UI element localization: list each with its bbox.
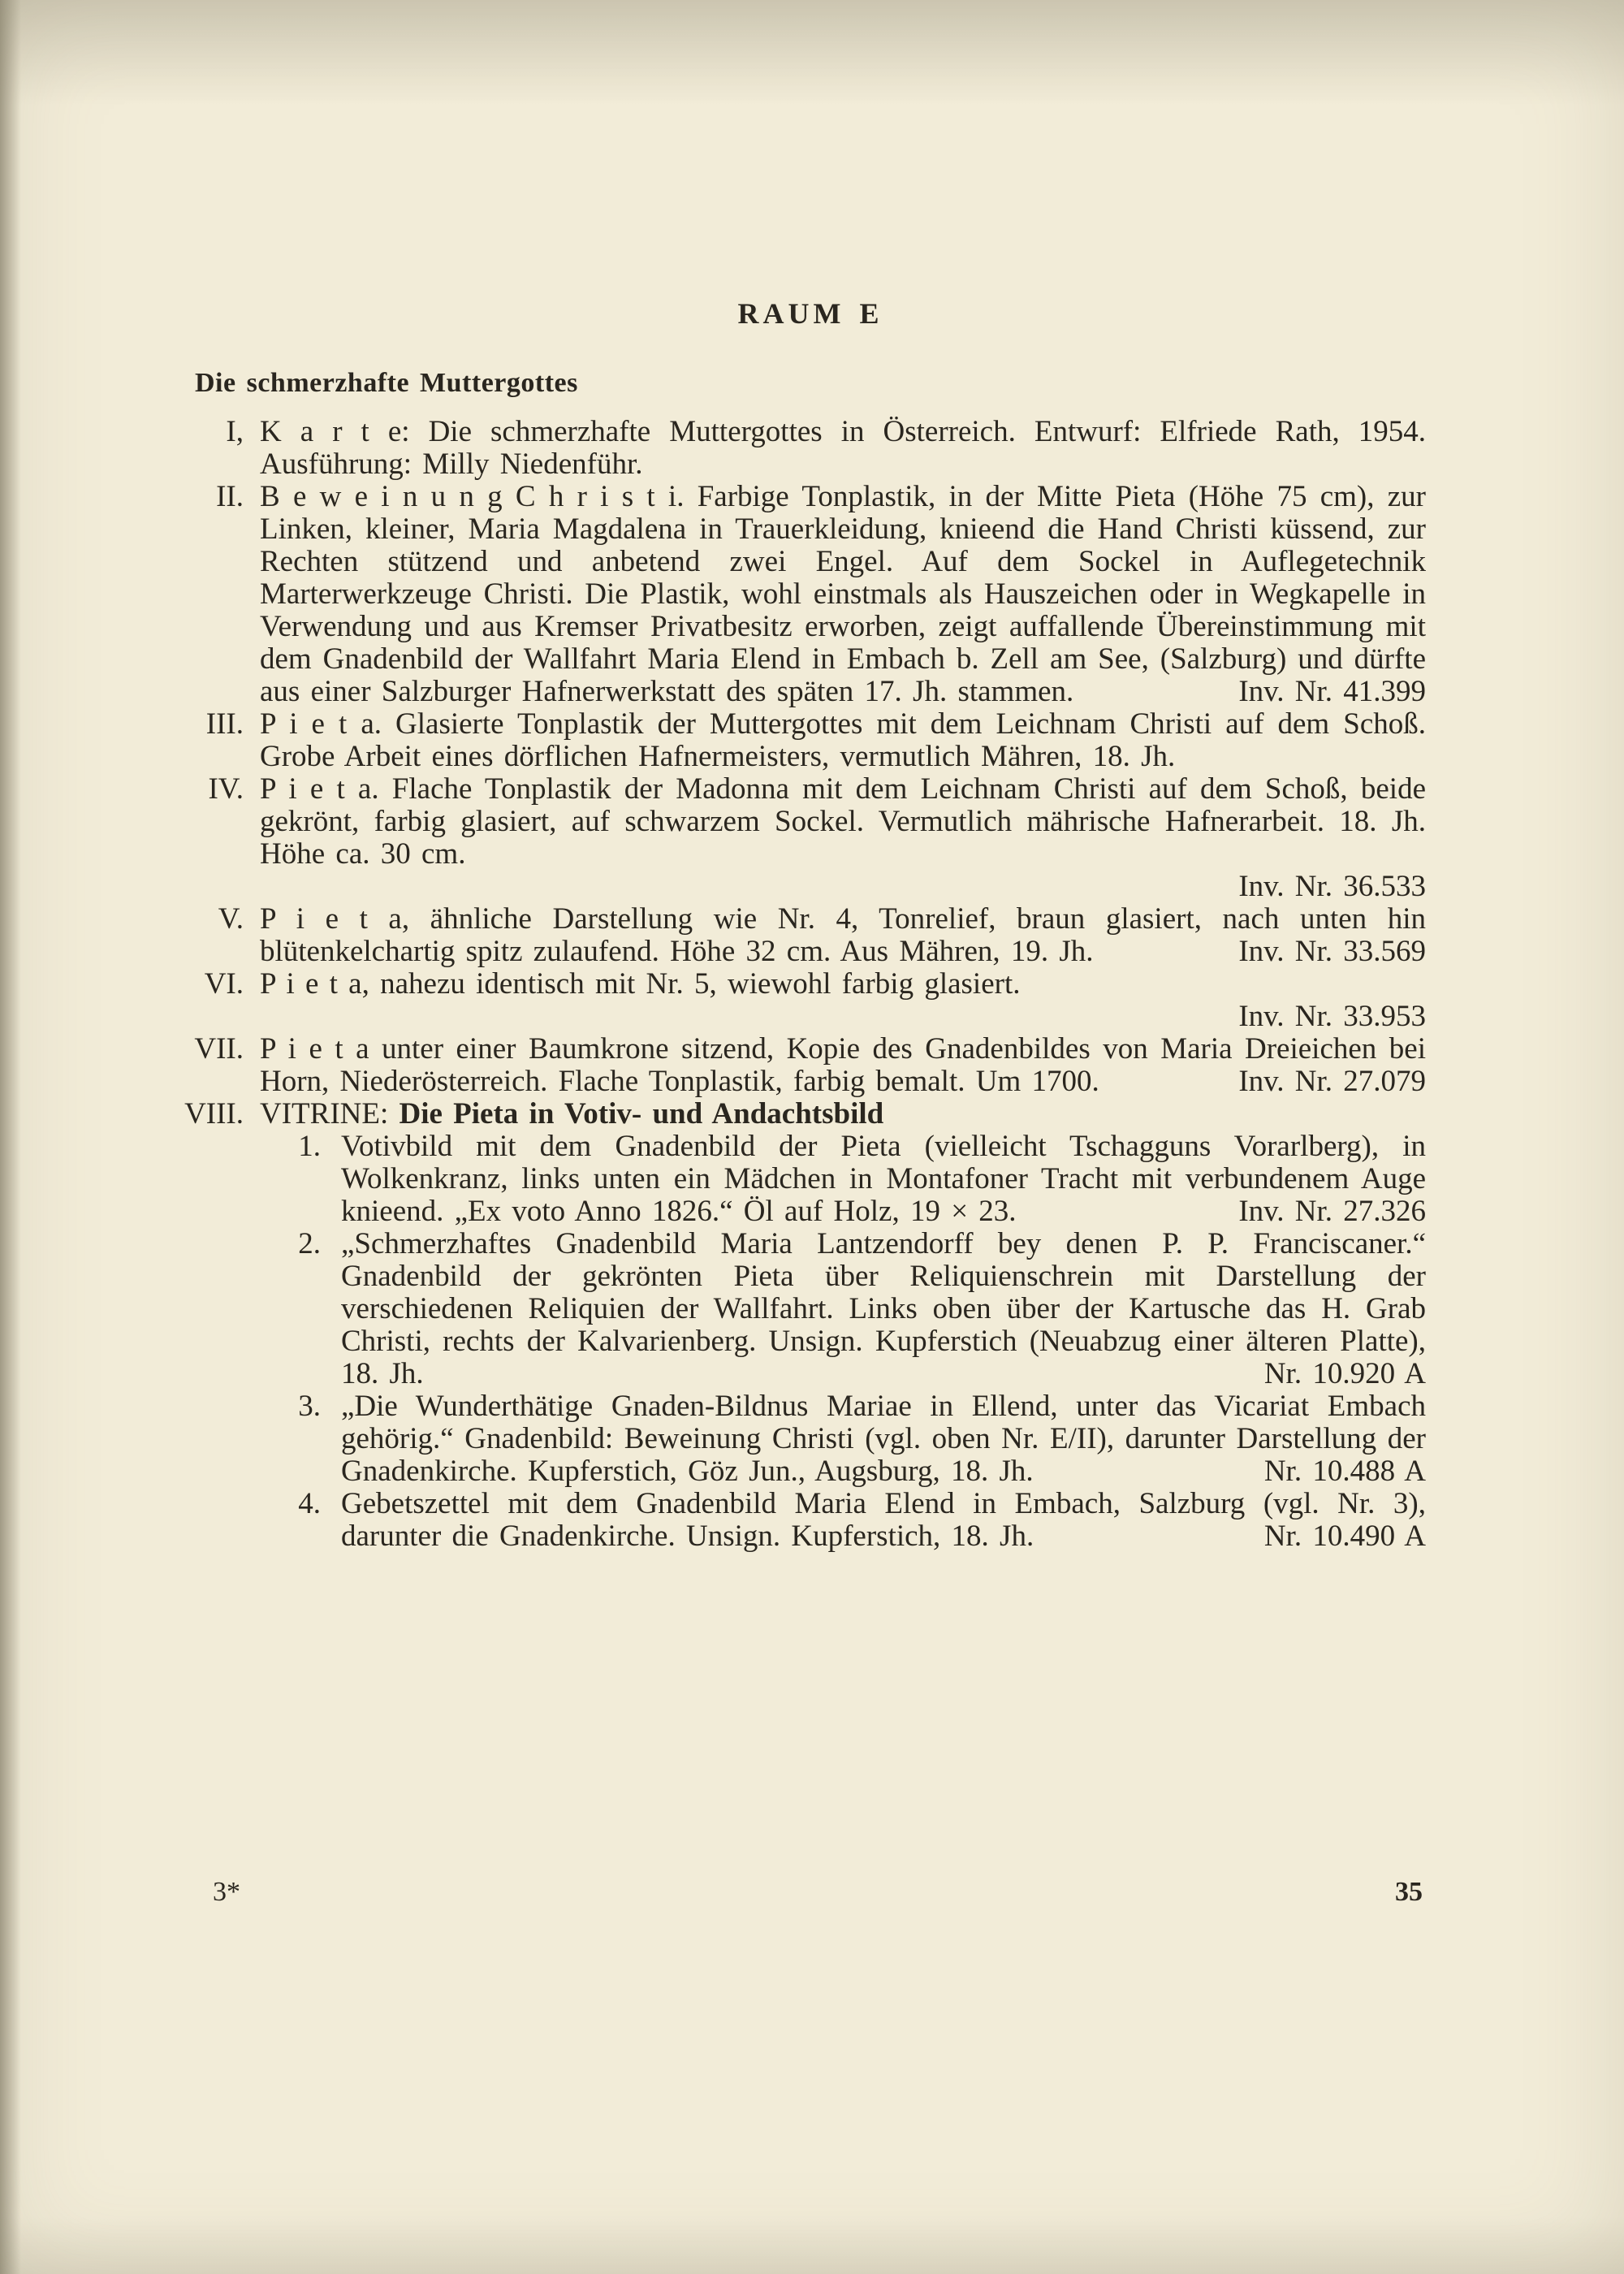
- entry-I-numeral: I,: [226, 415, 244, 448]
- entry-VI-inventory-number: Inv. Nr. 33.953: [1238, 1000, 1426, 1033]
- catalog-entry-VI: [195, 968, 1426, 1033]
- entry-V-numeral: V.: [218, 902, 244, 936]
- vitrine-item-4-body: Gebetszettel mit dem Gnadenbild Maria Elend in Embach, Salzburg (vgl. Nr. 3), darunter die Gnadenkirche. Unsign. Kupferstich, 18. Jh.: [341, 1487, 1426, 1553]
- catalog-entry-III: [195, 708, 1426, 773]
- page-footer: [195, 1876, 1426, 1909]
- entry-V-text: [260, 903, 1426, 968]
- entry-IV-inventory-number: Inv. Nr. 36.533: [1238, 870, 1426, 903]
- vitrine-label: VITRINE:: [260, 1097, 389, 1131]
- entry-I-body: K a r t e: Die schmerzhafte Muttergottes in Österreich. Entwurf: Elfriede Rath, 1954. Ausführung: Milly Niedenführ.: [260, 415, 1426, 481]
- catalog-entry-II: [195, 481, 1426, 708]
- entry-VI-numeral: VI.: [204, 967, 244, 1001]
- entry-III-text: [260, 708, 1426, 773]
- vitrine-item-1-number: 1.: [298, 1130, 321, 1163]
- entry-VI-body: P i e t a, nahezu identisch mit Nr. 5, wiewohl farbig glasiert.: [260, 967, 1021, 1001]
- entry-II-text: [260, 481, 1426, 708]
- vitrine-item-3-body: „Die Wunderthätige Gnaden-Bildnus Mariae in Ellend, unter das Vicariat Embach gehörig.“ Gnadenbild: Beweinung Christi (vgl. oben Nr. E/II), darunter Darstellung der Gnadenkirche. Kupferstich, Göz Jun., Augsburg, 18. Jh.: [341, 1390, 1426, 1488]
- catalog-entry-VIII: [184, 1097, 1426, 1131]
- entry-II-numeral: II.: [216, 480, 244, 513]
- vitrine-item-2-body: „Schmerzhaftes Gnadenbild Maria Lantzendorff bey denen P. P. Franciscaner.“ Gnadenbild der gekrönten Pieta über Reliquienschrein mit Darstellung der verschiedenen Reliquien der Wallfahrt. Links oben über der Kartusche das H. Grab Christi, rechts der Kalvarienberg. Unsign. Kupferstich (Neuabzug einer älteren Platte), 18. Jh.: [341, 1227, 1426, 1390]
- page-content: [184, 297, 1426, 1907]
- page-number: 35: [1395, 1877, 1423, 1907]
- catalog-entry-VII: [195, 1033, 1426, 1098]
- entry-VIII-numeral: VIII.: [184, 1097, 244, 1131]
- page-left-edge-shadow: [0, 0, 21, 2274]
- entry-VI-text: [260, 968, 1426, 1033]
- entry-VII-text: [260, 1033, 1426, 1098]
- entry-VIII-text: [260, 1098, 1426, 1131]
- vitrine-item-3: [195, 1390, 1426, 1488]
- vitrine-item-3-inventory-number: Nr. 10.488 A: [1263, 1455, 1426, 1488]
- entry-IV-body: P i e t a. Flache Tonplastik der Madonna mit dem Leichnam Christi auf dem Schoß, beide gekrönt, farbig glasiert, auf schwarzem Sockel. Vermutlich mährische Hafnerarbeit. 18. Jh. Höhe ca. 30 cm.: [260, 772, 1426, 871]
- vitrine-item-3-text: [341, 1390, 1426, 1488]
- vitrine-item-2-inventory-number: Nr. 10.920 A: [1263, 1357, 1426, 1390]
- entry-I-text: [260, 416, 1426, 481]
- vitrine-item-4: [195, 1488, 1426, 1553]
- vitrine-item-1-inventory-number: Inv. Nr. 27.326: [1238, 1195, 1426, 1228]
- vitrine-item-2-text: [341, 1228, 1426, 1390]
- vitrine-item-3-number: 3.: [298, 1390, 321, 1423]
- vitrine-item-1-text: [341, 1131, 1426, 1228]
- entry-V-inventory-number: Inv. Nr. 33.569: [1238, 935, 1426, 968]
- catalog-entry-I: [195, 416, 1426, 481]
- entry-IV-numeral: IV.: [208, 772, 244, 806]
- entry-VII-body: P i e t a unter einer Baumkrone sitzend, Kopie des Gnadenbildes von Maria Dreieichen bei Horn, Niederösterreich. Flache Tonplastik, farbig bemalt. Um 1700.: [260, 1032, 1426, 1098]
- vitrine-item-1-body: Votivbild mit dem Gnadenbild der Pieta (vielleicht Tschagguns Vorarlberg), in Wolkenkranz, links unten ein Mädchen in Montafoner Tracht mit verbundenem Auge knieend. „Ex voto Anno 1826.“ Öl auf Holz, 19 × 23.: [341, 1130, 1426, 1228]
- entry-III-numeral: III.: [205, 707, 244, 741]
- entry-VII-inventory-number: Inv. Nr. 27.079: [1238, 1065, 1426, 1098]
- page-bottom-edge-shadow: [0, 2217, 1624, 2274]
- entry-VII-numeral: VII.: [194, 1032, 244, 1066]
- entry-IV-text: [260, 773, 1426, 903]
- entry-II-body: B e w e i n u n g C h r i s t i. Farbige Tonplastik, in der Mitte Pieta (Höhe 75 cm), zur Linken, kleiner, Maria Magdalena in Trauerkleidung, knieend die Hand Christi küssend, zur Rechten stützend und anbetend zwei Engel. Auf dem Sockel in Auflegetechnik Marterwerkzeuge Christi. Die Plastik, wohl einstmals als Hauszeichen oder in Wegkapelle in Verwendung und aus Kremser Privatbesitz erworben, zeigt auffallende Übereinstimmung mit dem Gnadenbild der Wallfahrt Maria Elend in Embach b. Zell am See, (Salzburg) und dürfte aus einer Salzburger Hafnerwerkstatt des späten 17. Jh. stammen.: [260, 480, 1426, 708]
- vitrine-item-4-inventory-number: Nr. 10.490 A: [1263, 1520, 1426, 1553]
- vitrine-title: Die Pieta in Votiv- und Andachtsbild: [399, 1097, 884, 1131]
- vitrine-item-1: [195, 1131, 1426, 1228]
- section-heading: Die schmerzhafte Muttergottes: [195, 368, 578, 398]
- catalog-entry-IV: [195, 773, 1426, 903]
- page-top-edge-shadow: [0, 0, 1624, 106]
- catalog-entry-V: [195, 903, 1426, 968]
- room-title: RAUM E: [737, 297, 883, 330]
- vitrine-item-2: [195, 1228, 1426, 1390]
- vitrine-item-4-text: [341, 1488, 1426, 1553]
- entry-III-body: P i e t a. Glasierte Tonplastik der Muttergottes mit dem Leichnam Christi auf dem Schoß. Grobe Arbeit eines dörflichen Hafnermeisters, vermutlich Mähren, 18. Jh.: [260, 707, 1426, 773]
- vitrine-item-2-number: 2.: [298, 1227, 321, 1260]
- entry-II-inventory-number: Inv. Nr. 41.399: [1238, 675, 1426, 708]
- signature-mark: 3*: [213, 1877, 240, 1907]
- vitrine-item-4-number: 4.: [298, 1487, 321, 1520]
- entry-V-body: P i e t a, ähnliche Darstellung wie Nr. 4, Tonrelief, braun glasiert, nach unten hin blütenkelchartig spitz zulaufend. Höhe 32 cm. Aus Mähren, 19. Jh.: [260, 902, 1426, 968]
